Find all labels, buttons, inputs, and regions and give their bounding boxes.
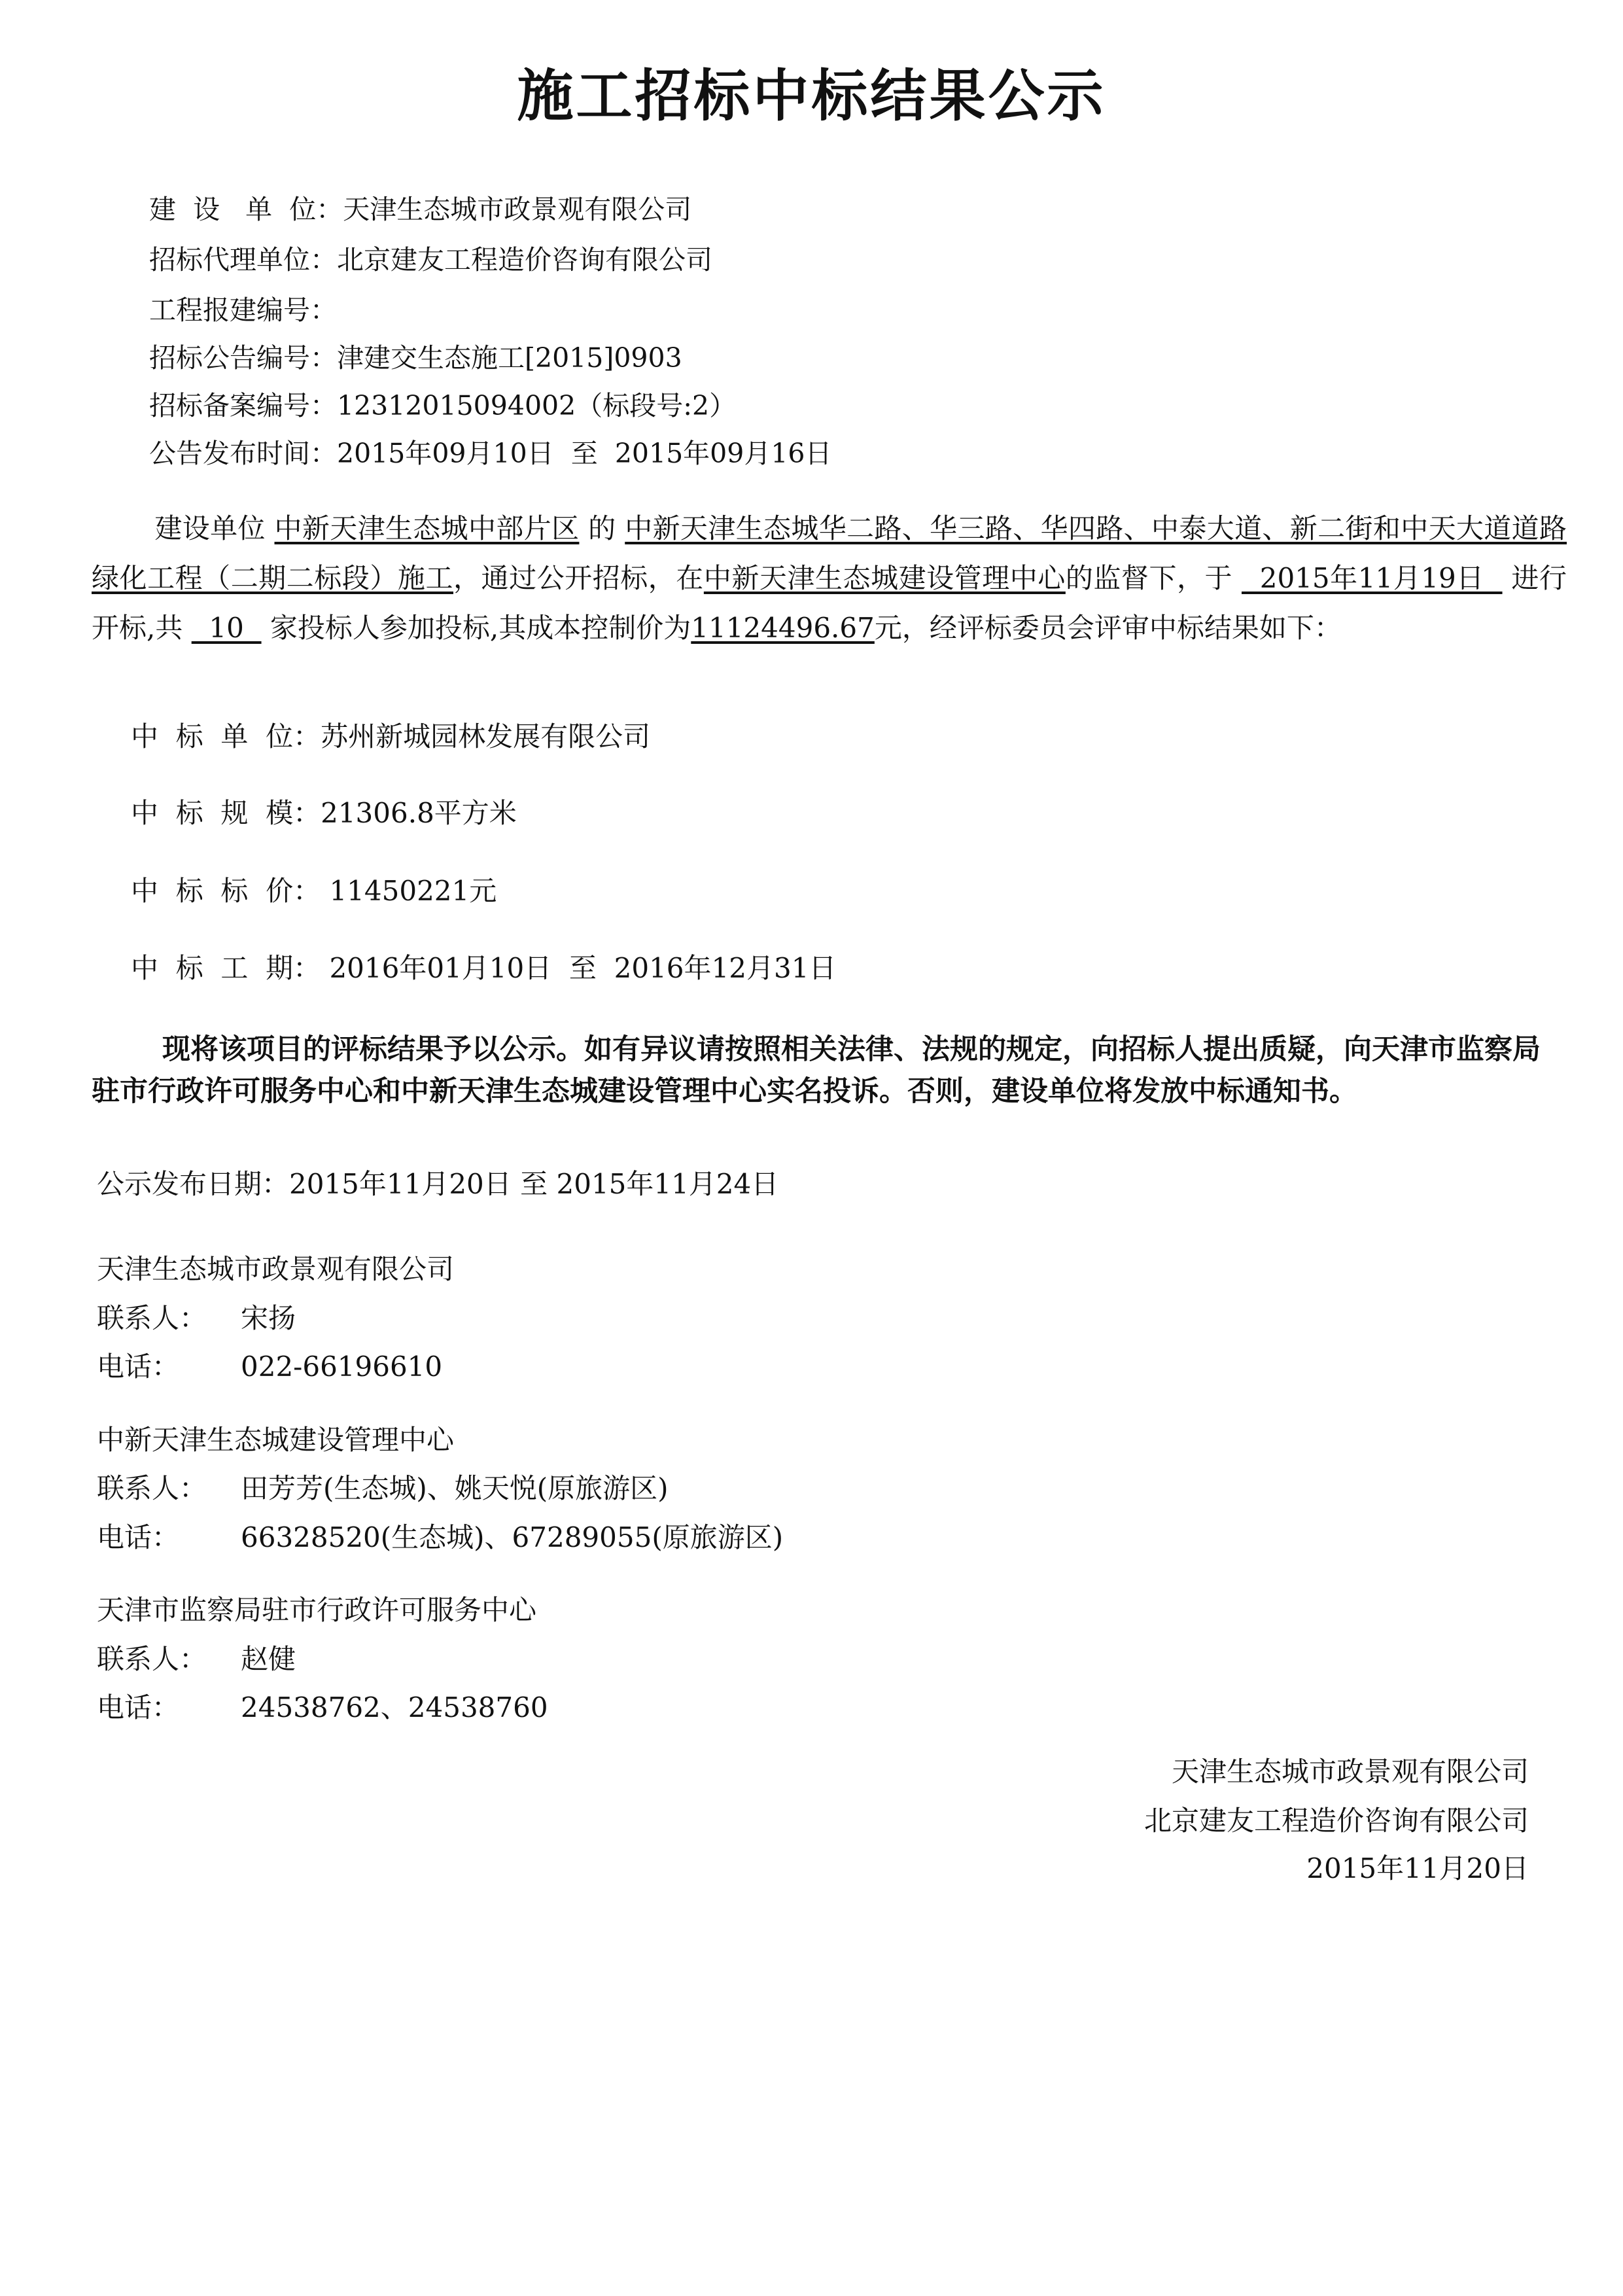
contact-person: 田芳芳(生态城)、姚天悦(原旅游区) [241,1472,669,1504]
meta-label: 招标代理单位： [149,244,337,275]
contact-person-row [97,1641,296,1678]
intro-text: 的监督下，于 [1065,562,1242,594]
result-price [131,873,497,910]
result-value: 2016年01月10日 至 2016年12月31日 [321,952,837,984]
contact-org: 天津生态城市政景观有限公司 [97,1253,455,1285]
contact-phone-row [97,1519,783,1556]
meta-row-builder [149,191,691,228]
meta-value: 天津生态城市政景观有限公司 [343,194,692,225]
contact-phone-row [97,1349,442,1385]
result-value: 11450221元 [321,875,497,907]
contact-phone-row [97,1689,548,1726]
meta-row-agent [149,241,712,278]
project-name: 中新天津生态城华二路、华三路、华四路、中泰大道、新二街和中天大道道路绿化工程（二期二标段）施工 [92,512,1567,594]
intro-text: ，通过公开招标，在 [453,562,704,594]
result-label: 中 标 标 价： [131,875,321,907]
publish-date: 公示发布日期：2015年11月20日 至 2015年11月24日 [97,1168,779,1200]
meta-row-publish-time [149,435,832,472]
contact-person-row [97,1470,669,1507]
bidder-count: 10 [191,612,262,644]
meta-label: 招标备案编号： [149,390,337,421]
contact-person-label: 联系人： [97,1643,207,1675]
contact-phone: 24538762、24538760 [241,1691,548,1723]
supervisor: 中新天津生态城建设管理中心 [703,562,1066,594]
contact-person-row [97,1300,296,1337]
signature-org-2: 北京建友工程造价咨询有限公司 [1143,1805,1529,1837]
result-scale [131,795,517,832]
signature-date: 2015年11月20日 [1306,1852,1529,1884]
meta-row-filing-number [149,387,736,424]
meta-value: 北京建友工程造价咨询有限公司 [337,244,712,275]
page-title: 施工招标中标结果公示 [517,63,1106,129]
meta-label: 工程报建编号： [149,294,337,326]
result-period [131,950,836,987]
result-winner [131,718,650,755]
contact-person: 宋扬 [241,1302,296,1334]
cost-control-price: 11124496.67 [691,612,875,644]
meta-row-notice-number [149,340,682,376]
objection-notice [92,1029,1550,1112]
notice-text: 现将该项目的评标结果予以公示。如有异议请按照相关法律、法规的规定，向招标人提出质疑，向天津市监察局驻市行政许可服务中心和中新天津生态城建设管理中心实名投诉。否则，建设单位将发放中标通知书。 [92,1033,1541,1108]
contact-person-label: 联系人： [97,1472,207,1504]
open-date: 2015年11月19日 [1241,562,1503,594]
meta-row-project-number [149,292,337,328]
result-label: 中 标 工 期： [131,952,321,984]
result-label: 中 标 单 位： [131,720,321,752]
contact-person: 赵健 [241,1643,296,1675]
result-value: 苏州新城园林发展有限公司 [321,720,651,752]
contact-org: 中新天津生态城建设管理中心 [97,1424,455,1456]
contact-phone: 022-66196610 [241,1351,443,1383]
contact-phone: 66328520(生态城)、67289055(原旅游区) [241,1521,784,1553]
construction-unit: 中新天津生态城中部片区 [274,512,580,544]
meta-label: 招标公告编号： [149,342,337,374]
meta-label: 建 设 单 位： [149,194,343,225]
contact-org: 天津市监察局驻市行政许可服务中心 [97,1594,537,1626]
meta-label: 公告发布时间： [149,438,337,469]
contact-phone-label: 电话： [97,1691,180,1723]
intro-paragraph [92,504,1567,653]
contact-phone-label: 电话： [97,1351,180,1383]
meta-value: 津建交生态施工[2015]0903 [337,342,682,374]
contact-phone-label: 电话： [97,1521,180,1553]
contact-person-label: 联系人： [97,1302,207,1334]
meta-value: 12312015094002（标段号:2） [337,390,737,421]
meta-value: 2015年09月10日 至 2015年09月16日 [337,438,832,469]
intro-text: 建设单位 [154,512,275,544]
result-value: 21306.8平方米 [321,797,517,829]
result-label: 中 标 规 模： [131,797,321,829]
intro-text: 的 [579,512,625,544]
intro-text: 进行开标,共 [92,562,1567,644]
intro-text: 元，经评标委员会评审中标结果如下： [874,612,1342,644]
intro-text: 家投标人参加投标,其成本控制价为 [261,612,691,644]
signature-org-1: 天津生态城市政景观有限公司 [1171,1756,1529,1788]
